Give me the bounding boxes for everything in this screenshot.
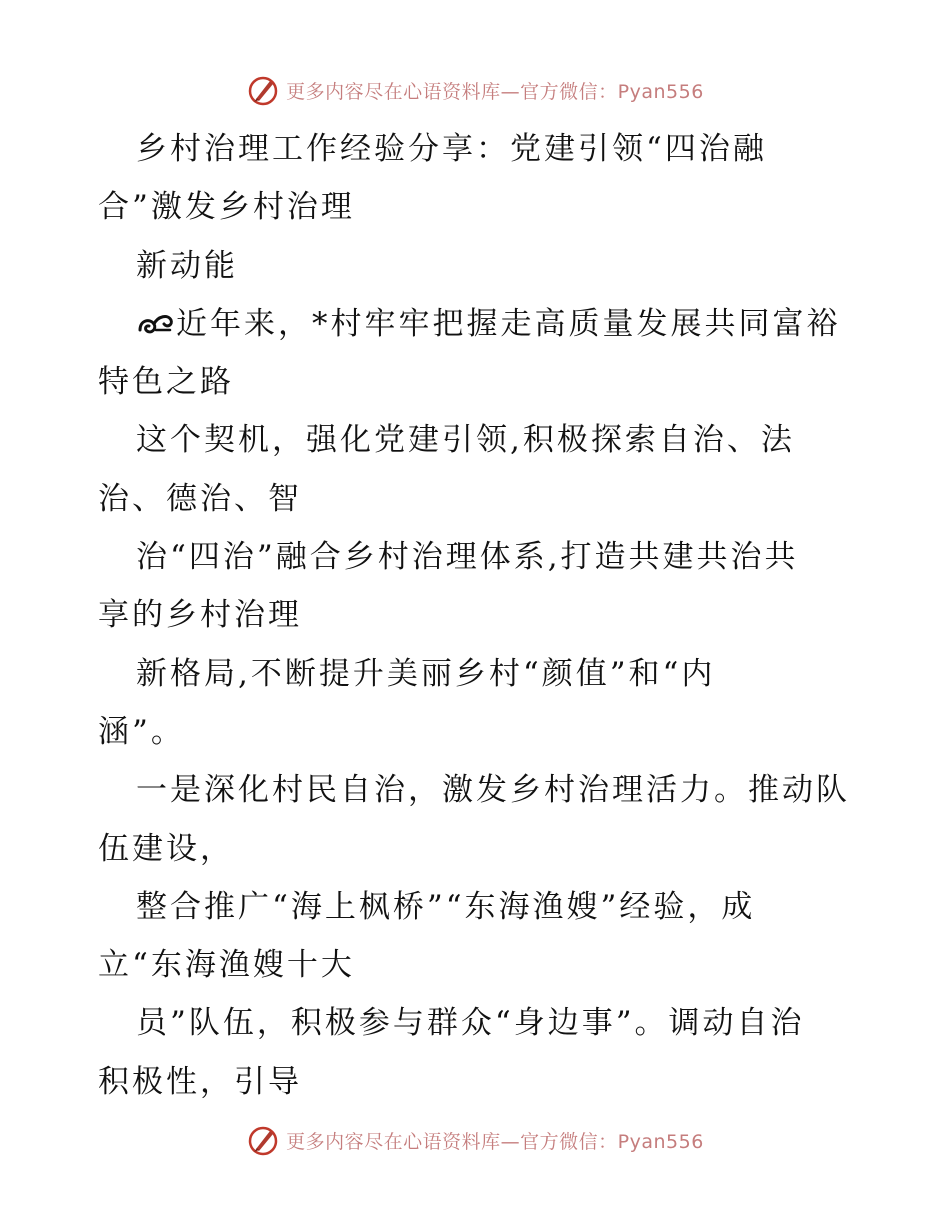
text-line: 近年来，*村牢牢把握走高质量发展共同富裕 — [98, 295, 898, 353]
text-line: 合”激发乡村治理 — [98, 189, 355, 226]
quill-pen-icon — [246, 1123, 280, 1157]
text-line: 这个契机，强化党建引领,积极探索自治、法 — [136, 422, 795, 459]
footer-watermark — [0, 1120, 950, 1160]
text-line: 新动能 — [136, 247, 238, 284]
text-line: 积极性，引导 — [98, 1063, 302, 1100]
text-line: 享的乡村治理 — [98, 597, 302, 634]
text-line: 涵”。 — [98, 713, 185, 750]
text-line: 新格局,不断提升美丽乡村“颜值”和“内 — [136, 655, 716, 692]
text-line: 乡村治理工作经验分享：党建引领“四治融 — [136, 131, 767, 167]
text-line: 整合推广“海上枫桥”“东海渔嫂”经验，成 — [136, 888, 756, 925]
text-line: 治“四治”融合乡村治理体系,打造共建共治共 — [136, 539, 799, 576]
text-line: 治、德治、智 — [98, 480, 302, 517]
watermark-text: 更多内容尽在心语资料库—官方微信：Pyan556 — [286, 1130, 704, 1153]
ornament-icon — [136, 310, 174, 338]
text-line: 特色之路 — [98, 364, 234, 401]
text-line: 一是深化村民自治，激发乡村治理活力。推动队 — [136, 772, 850, 809]
header-watermark — [0, 70, 950, 110]
text-line: 员”队伍，积极参与群众“身边事”。调动自治 — [136, 1005, 805, 1042]
text-line: 立“东海渔嫂十大 — [98, 947, 355, 984]
watermark-text: 更多内容尽在心语资料库—官方微信：Pyan556 — [286, 80, 704, 103]
quill-pen-icon — [246, 73, 280, 107]
text-line: 伍建设， — [98, 830, 234, 867]
document-body — [98, 120, 898, 1111]
